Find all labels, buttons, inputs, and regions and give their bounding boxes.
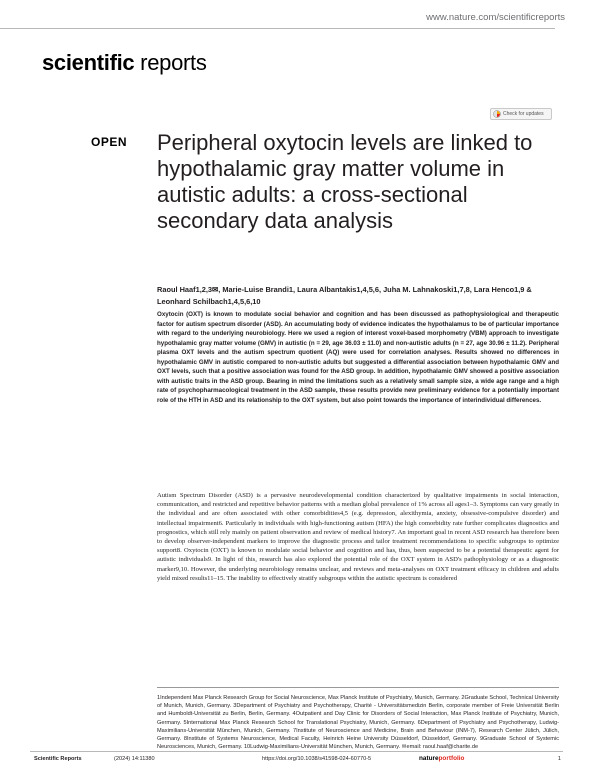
brand-bold: scientific [42,50,135,75]
introduction-paragraph: Autism Spectrum Disorder (ASD) is a pervasive neurodevelopmental condition characterized by qualitative impairments in social interaction, communication, and restricted and repetitive behavior patterns with a median global prevalence of 1% across all ages1–3. Symptoms can vary greatly in the individual and are often associated with other comorbidities4,5 (e.g. depression, alexithymia, anxiety, obsessive-compulsive disorder) and intellectual impairment6. Particularly in individuals with high-functioning autism (HFA) the high comorbidity rate further complicates diagnostics and prognostics, which still rely mainly on patient observation and review of medical history7. An important goal in recent ASD research has therefore been to develop observer-independent markers to improve the diagnostic process and tailor treatment recommendations to specific subgroups to optimize support8. Oxytocin (OXT) is known to modulate social behavior and cognition and has, thus, been suspected to be a potential therapeutic agent for autistic individuals9. In light of this, research has also explored the potential role of the OXT system in ASD's pathophysiology or as a diagnostic marker9,10. However, the underlying neurobiology remains unclear, and reviews and meta-analyses on OXT treatment efficacy in children and adults yield mixed results11–15. The inability to effectively stratify subgroups within the autistic spectrum is considered [157,492,559,582]
footer-citation: (2024) 14:11380 [114,756,155,762]
header-rule [0,28,555,29]
page-number: 1 [557,756,561,762]
abstract: Oxytocin (OXT) is known to modulate social behavior and cognition and has been discussed as pathophysiological and therapeutic factor for autism spectrum disorder (ASD). An accumulating body of evidence indicates the hypothalamus to be of particular importance with regard to the underlying neurobiology. Here we used a region of interest voxel-based morphometry (VBM) approach to investigate hypothalamic gray matter volume (GMV) in autistic (n = 29, age 36.03 ± 11.0) and non-autistic adults (n = 27, age 30.96 ± 11.2). Peripheral plasma OXT levels and the autism spectrum quotient (AQ) were used for correlation analyses. Results showed no differences in hypothalamic GMV in autistic compared to non-autistic adults but suggested a differential association between hypothalamic GMV and OXT levels, such that a positive association was found for the ASD group. In addition, hypothalamic GMV showed a positive association with autistic traits in the ASD group. Bearing in mind the limitations such as a relatively small sample size, a wide age range and a high rate of psychopharmacological treatment in the ASD sample, these results provide new preliminary evidence for a potentially important role of the HTH in ASD and its relationship to the OXT system, but also point towards the importance of interindividual differences. [157,311,559,404]
footer-journal: Scientific Reports [34,756,82,762]
check-for-updates-label: Check for updates [503,111,544,117]
footer-rule [30,751,563,752]
logo-portfolio: portfolio [438,755,465,762]
logo-nature: nature [419,755,439,762]
journal-url[interactable]: www.nature.com/scientificreports [426,12,565,23]
footer-doi-link[interactable]: https://doi.org/10.1038/s41598-024-60770-5 [262,756,372,762]
article-title: Peripheral oxytocin levels are linked to hypothalamic gray matter volume in autistic adults: a cross-sectional secondary data analysis [157,130,533,233]
brand-light: reports [134,50,207,75]
open-access-label: OPEN [91,135,128,149]
author-list[interactable]: Raoul Haaf1,2,3✉, Marie-Luise Brandi1, Laura Albantakis1,4,5,6, Juha M. Lahnakoski1,7,8, Lara Henco1,9 & Leonhard Schilbach1,4,5,6,10 [157,285,532,306]
publisher-logo [419,755,464,762]
affiliations: 1Independent Max Planck Research Group for Social Neuroscience, Max Planck Institute of Psychiatry, Munich, Germany. 2Graduate School, Technical University of Munich, Munich, Germany. 3Department of Psychiatry and Psychotherapy, Charité - Universitätsmedizin Berlin, corporate member of Freie Universität Berlin and Humboldt-Universität zu Berlin, Berlin, Germany. 4Outpatient and Day Clinic for Disorders of Social Interaction, Max Planck Institute of Psychiatry, Munich, Germany. 5International Max Planck Research School for Translational Psychiatry, Munich, Germany. 6Department of Psychiatry and Psychotherapy, Ludwig-Maximilians-Universität München, Munich, Germany. 7Institute of Neuroscience and Medicine, Brain and Behaviour (INM-7), Research Center Jülich, Jülich, Germany. 8Institute of Systems Neuroscience, Medical Faculty, Heinrich Heine University Düsseldorf, Düsseldorf, Germany. 9Graduate School of Systemic Neurosciences, Munich, Germany. 10Ludwig-Maximilians-Universität München, Munich, Germany. ✉email: raoul.haaf@charite.de [157,695,559,751]
update-badge-icon [493,110,501,118]
check-for-updates-button[interactable] [490,108,552,120]
journal-brand [42,52,207,74]
page-footer [34,756,561,766]
affiliations-divider [157,687,559,688]
